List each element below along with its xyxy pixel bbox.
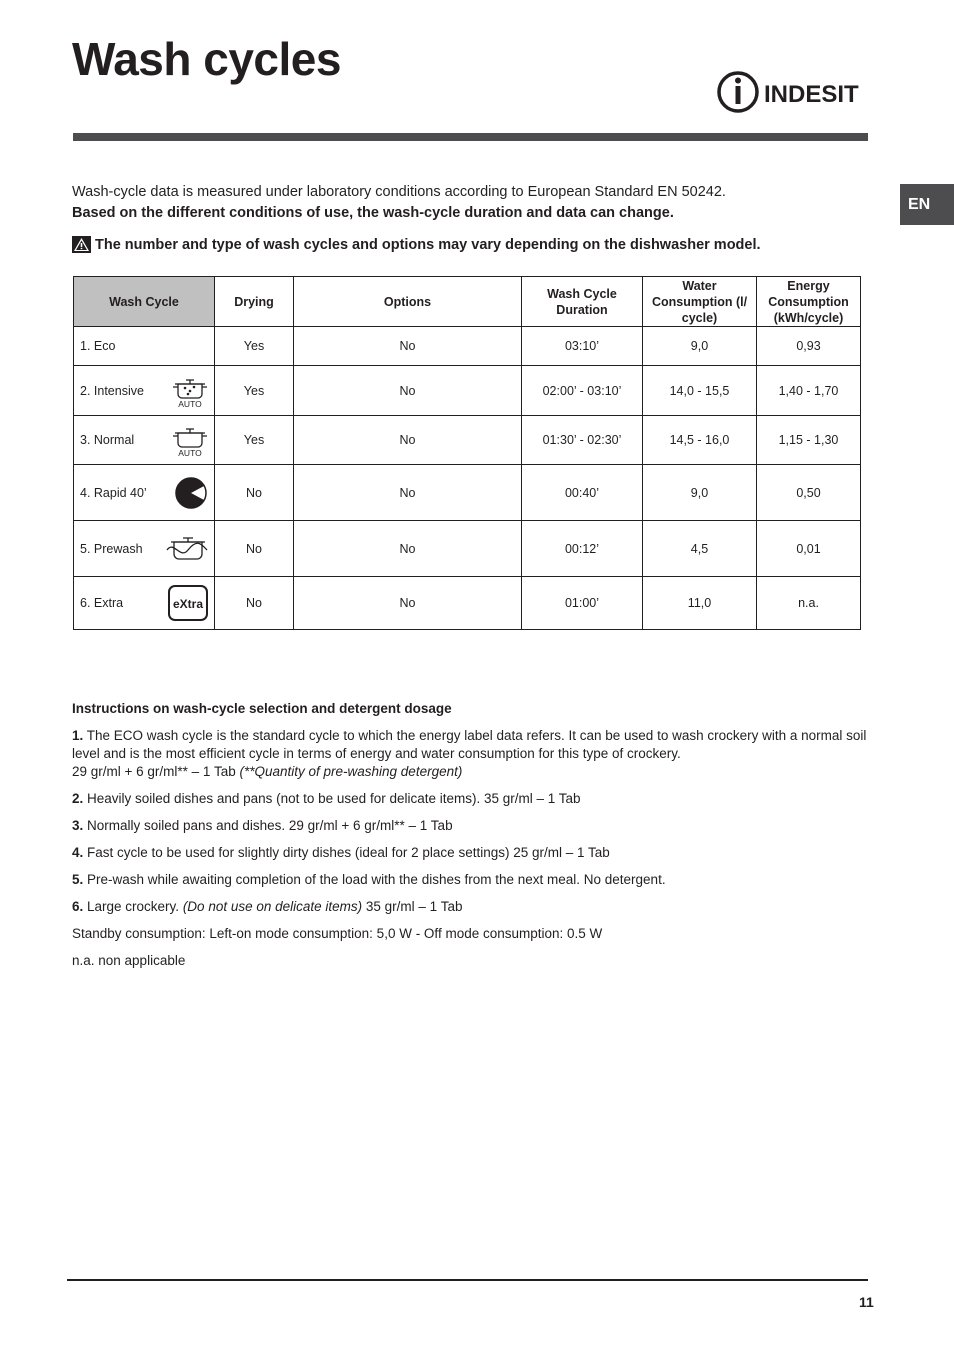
header-drying: Drying <box>215 277 294 327</box>
header-wash-cycle: Wash Cycle <box>74 277 215 327</box>
instruction-item-6: 6. Large crockery. (Do not use on delicate items) 35 gr/ml – 1 Tab <box>72 899 463 914</box>
duration-value: 01:30’ - 02:30’ <box>522 416 643 465</box>
standby-consumption: Standby consumption: Left-on mode consumption: 5,0 W - Off mode consumption: 0.5 W <box>72 926 603 941</box>
table-row <box>74 577 861 630</box>
footer-rule <box>67 1279 868 1281</box>
water-value: 11,0 <box>643 577 757 630</box>
instruction-item-5: 5. Pre-wash while awaiting completion of the load with the dishes from the next meal. No detergent. <box>72 872 666 887</box>
page-number: 11 <box>859 1294 874 1310</box>
instruction-item-3: 3. Normally soiled pans and dishes. 29 gr/ml + 6 gr/ml** – 1 Tab <box>72 818 453 833</box>
table-row <box>74 416 861 465</box>
drying-value: Yes <box>215 366 294 416</box>
duration-value: 01:00’ <box>522 577 643 630</box>
options-value: No <box>294 465 522 521</box>
cycle-name: 5. Prewash <box>74 521 215 577</box>
options-value: No <box>294 577 522 630</box>
header-energy: Energy Consumption (kWh/cycle) <box>757 277 861 327</box>
instructions-heading: Instructions on wash-cycle selection and detergent dosage <box>72 701 452 716</box>
cycle-name: 3. Normal AUTO <box>74 416 215 465</box>
table-row <box>74 366 861 416</box>
cycle-name: 2. Intensive AUTO <box>74 366 215 416</box>
options-value: No <box>294 366 522 416</box>
drying-value: No <box>215 465 294 521</box>
energy-value: 0,01 <box>757 521 861 577</box>
options-value: No <box>294 521 522 577</box>
drying-value: Yes <box>215 327 294 366</box>
water-value: 14,5 - 16,0 <box>643 416 757 465</box>
instruction-item-1: 1. The ECO wash cycle is the standard cycle to which the energy label data refers. It can be used to wash crockery with a normal soil level and is the most efficient cycle in terms of energy and water consumption for this type of crockery. 29 gr/ml + 6 gr/ml** – 1 Tab (**Quantity of pre-washing detergent) <box>72 728 867 779</box>
options-value: No <box>294 416 522 465</box>
water-value: 9,0 <box>643 327 757 366</box>
svg-text:AUTO: AUTO <box>178 448 202 457</box>
drying-value: No <box>215 577 294 630</box>
drying-value: No <box>215 521 294 577</box>
duration-value: 03:10’ <box>522 327 643 366</box>
svg-text:INDESIT: INDESIT <box>764 81 859 108</box>
normal-auto-icon <box>172 423 208 457</box>
rapid-clock-icon <box>174 476 208 510</box>
prewash-icon <box>166 534 208 564</box>
energy-value: n.a. <box>757 577 861 630</box>
table-row <box>74 521 861 577</box>
drying-value: Yes <box>215 416 294 465</box>
energy-value: 0,93 <box>757 327 861 366</box>
duration-value: 02:00’ - 03:10’ <box>522 366 643 416</box>
indesit-logo <box>716 68 870 114</box>
intro-bold-text: Based on the different conditions of use, the wash-cycle duration and data can change. <box>72 205 674 221</box>
warning-note <box>72 236 761 253</box>
wash-cycle-table <box>73 276 861 630</box>
na-note: n.a. non applicable <box>72 953 186 968</box>
intro-text: Wash-cycle data is measured under laboratory conditions according to European Standard EN 50242. <box>72 184 726 200</box>
duration-value: 00:40’ <box>522 465 643 521</box>
instructions-section <box>72 700 872 979</box>
water-value: 4,5 <box>643 521 757 577</box>
water-value: 9,0 <box>643 465 757 521</box>
energy-value: 0,50 <box>757 465 861 521</box>
header-rule <box>73 133 868 141</box>
instruction-item-2: 2. Heavily soiled dishes and pans (not to be used for delicate items). 35 gr/ml – 1 Tab <box>72 791 581 806</box>
svg-text:AUTO: AUTO <box>178 398 202 408</box>
options-value: No <box>294 327 522 366</box>
intensive-auto-icon <box>172 374 208 408</box>
water-value: 14,0 - 15,5 <box>643 366 757 416</box>
table-row <box>74 465 861 521</box>
table-row <box>74 327 861 366</box>
language-tab: EN <box>900 184 954 225</box>
energy-value: 1,40 - 1,70 <box>757 366 861 416</box>
svg-text:eXtra: eXtra <box>172 597 204 611</box>
warning-text: The number and type of wash cycles and options may vary depending on the dishwasher model. <box>95 236 761 253</box>
cycle-name: 6. Extra eXtra <box>74 577 215 630</box>
duration-value: 00:12’ <box>522 521 643 577</box>
header-water: Water Consumption (l/ cycle) <box>643 277 757 327</box>
table-header-row <box>74 277 861 327</box>
warning-icon <box>72 236 91 253</box>
page-title: Wash cycles <box>72 33 341 85</box>
cycle-name: 4. Rapid 40’ <box>74 465 215 521</box>
instruction-item-4: 4. Fast cycle to be used for slightly dirty dishes (ideal for 2 place settings) 25 gr/ml – 1 Tab <box>72 845 610 860</box>
extra-icon <box>168 585 208 621</box>
cycle-name: 1. Eco <box>74 327 215 366</box>
header-duration: Wash Cycle Duration <box>522 277 643 327</box>
header-options: Options <box>294 277 522 327</box>
energy-value: 1,15 - 1,30 <box>757 416 861 465</box>
